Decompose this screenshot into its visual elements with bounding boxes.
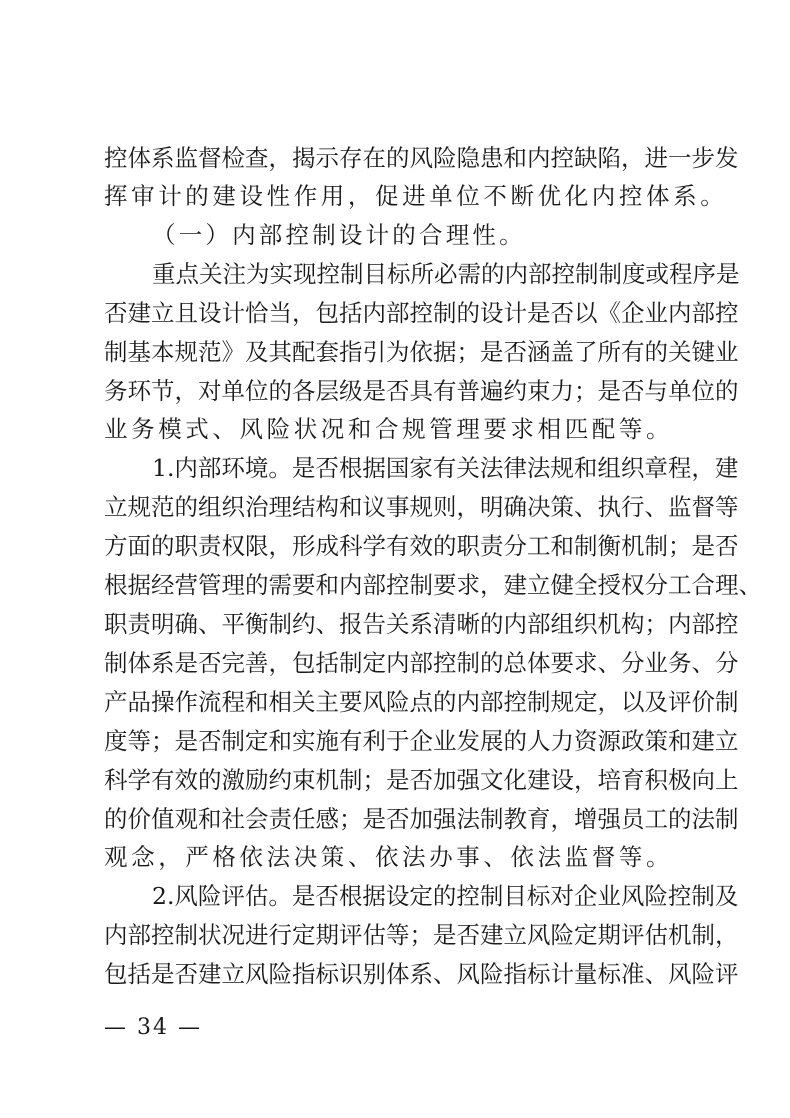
body-text-line: 制基本规范》及其配套指引为依据；是否涵盖了所有的关键业 [104,338,739,366]
body-text-line: 根据经营管理的需要和内部控制要求，建立健全授权分工合理、 [104,571,762,599]
body-text-line: 内部控制状况进行定期评估等；是否建立风险定期评估机制， [104,921,739,949]
body-text-line: 制体系是否完善，包括制定内部控制的总体要求、分业务、分 [104,649,739,677]
section-heading: （一）内部控制设计的合理性。 [152,221,526,249]
body-text-line: 立规范的组织治理结构和议事规则，明确决策、执行、监督等 [104,493,739,521]
body-text-line: 产品操作流程和相关主要风险点的内部控制规定，以及评价制 [104,688,739,716]
body-text-line: 1.内部环境。是否根据国家有关法律法规和组织章程，建 [152,454,739,482]
body-text-line: 观念，严格依法决策、依法办事、依法监督等。 [104,843,674,871]
body-text-line: 2.风险评估。是否根据设定的控制目标对企业风险控制及 [152,882,739,910]
body-text-line: 重点关注为实现控制目标所必需的内部控制制度或程序是 [152,260,740,288]
body-text-line: 方面的职责权限，形成科学有效的职责分工和制衡机制；是否 [104,532,739,560]
body-text-line: 挥审计的建设性作用，促进单位不断优化内控体系。 [104,182,728,210]
body-text-line: 否建立且设计恰当，包括内部控制的设计是否以《企业内部控 [104,299,739,327]
body-text-line: 业务模式、风险状况和合规管理要求相匹配等。 [104,415,674,443]
body-text-line: 的价值观和社会责任感；是否加强法制教育，增强员工的法制 [104,805,739,833]
body-text-line: 科学有效的激励约束机制；是否加强文化建设，培育积极向上 [104,766,739,794]
body-text-line: 务环节，对单位的各层级是否具有普遍约束力；是否与单位的 [104,377,739,405]
body-text-line: 度等；是否制定和实施有利于企业发展的人力资源政策和建立 [104,727,739,755]
body-text-line: 控体系监督检查，揭示存在的风险隐患和内控缺陷，进一步发 [104,144,739,172]
page-number: — 34 — [104,1015,202,1040]
body-text-line: 职责明确、平衡制约、报告关系清晰的内部组织机构；内部控 [104,610,739,638]
body-text-line: 包括是否建立风险指标识别体系、风险指标计量标准、风险评 [104,960,739,988]
